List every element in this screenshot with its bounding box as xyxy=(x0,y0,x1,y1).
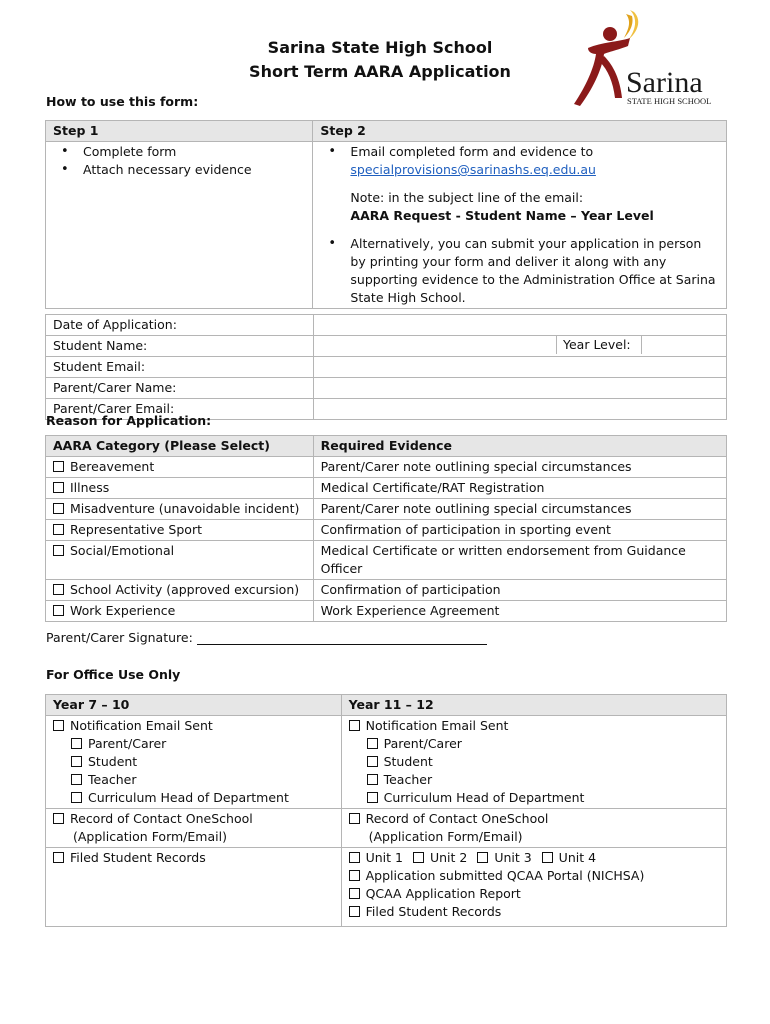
year7-10-record xyxy=(46,809,342,848)
evidence-text: Parent/Carer note outlining special circumstances xyxy=(313,457,726,478)
checkbox-icon[interactable] xyxy=(53,524,64,535)
step1-title: Step 1 xyxy=(46,121,313,142)
checkbox-icon[interactable] xyxy=(367,756,378,767)
form-title: Short Term AARA Application xyxy=(249,62,511,81)
table-row xyxy=(46,457,727,478)
checkbox-icon[interactable] xyxy=(367,792,378,803)
checkbox-icon[interactable] xyxy=(413,852,424,863)
signature-line[interactable] xyxy=(197,632,487,645)
year7-10-header: Year 7 – 10 xyxy=(46,695,342,716)
checkbox-icon[interactable] xyxy=(53,482,64,493)
checkbox-icon[interactable] xyxy=(542,852,553,863)
checkbox-icon[interactable] xyxy=(349,720,360,731)
record-sub: (Application Form/Email) xyxy=(368,829,523,844)
year11-12-final xyxy=(341,848,726,927)
sub-option[interactable]: Parent/Carer xyxy=(53,735,334,753)
checkbox-icon[interactable] xyxy=(53,461,64,472)
step2-content xyxy=(313,142,727,309)
svg-text:STATE HIGH SCHOOL: STATE HIGH SCHOOL xyxy=(627,96,712,106)
signature-row xyxy=(46,630,487,645)
details-table xyxy=(45,314,727,420)
evidence-header: Required Evidence xyxy=(313,436,726,457)
note-label: Note: in the subject line of the email: xyxy=(350,190,584,205)
evidence-text: Medical Certificate/RAT Registration xyxy=(313,478,726,499)
checkbox-icon[interactable] xyxy=(53,720,64,731)
category-option[interactable]: Misadventure (unavoidable incident) xyxy=(46,499,314,520)
checkbox-icon[interactable] xyxy=(53,584,64,595)
evidence-text: Work Experience Agreement xyxy=(313,601,726,622)
office-heading: For Office Use Only xyxy=(46,667,181,682)
school-logo xyxy=(568,8,728,112)
checkbox-icon[interactable] xyxy=(53,605,64,616)
evidence-text: Confirmation of participation in sporting event xyxy=(313,520,726,541)
parent-name-field[interactable] xyxy=(313,378,726,399)
sub-option[interactable]: Teacher xyxy=(53,771,334,789)
student-email-label: Student Email: xyxy=(46,357,314,378)
table-row xyxy=(46,580,727,601)
step1-content xyxy=(46,142,313,309)
year7-10-notification xyxy=(46,716,342,809)
student-name-label: Student Name: xyxy=(46,336,314,357)
checkbox-icon[interactable] xyxy=(349,852,360,863)
checkbox-icon[interactable] xyxy=(367,738,378,749)
checkbox-icon[interactable] xyxy=(71,774,82,785)
checkbox-icon[interactable] xyxy=(53,852,64,863)
category-header: AARA Category (Please Select) xyxy=(46,436,314,457)
signature-label: Parent/Carer Signature: xyxy=(46,630,193,645)
checkbox-icon[interactable] xyxy=(367,774,378,785)
notification-option[interactable]: Notification Email Sent xyxy=(349,717,719,735)
checkbox-icon[interactable] xyxy=(349,813,360,824)
checkbox-icon[interactable] xyxy=(71,756,82,767)
checkbox-icon[interactable] xyxy=(71,738,82,749)
evidence-text: Confirmation of participation xyxy=(313,580,726,601)
category-option[interactable]: Work Experience xyxy=(46,601,314,622)
sub-option[interactable]: Student xyxy=(349,753,719,771)
checkbox-icon[interactable] xyxy=(349,906,360,917)
step2-item xyxy=(350,143,719,179)
evidence-text: Parent/Carer note outlining special circumstances xyxy=(313,499,726,520)
category-option[interactable]: School Activity (approved excursion) xyxy=(46,580,314,601)
date-label: Date of Application: xyxy=(46,315,314,336)
school-name: Sarina State High School xyxy=(267,38,493,57)
how-to-heading: How to use this form: xyxy=(46,94,199,109)
step2-title: Step 2 xyxy=(313,121,727,142)
units-row xyxy=(349,849,719,867)
note-subject: AARA Request - Student Name – Year Level xyxy=(350,208,654,223)
qcaa-portal-option[interactable]: Application submitted QCAA Portal (NICHSA) xyxy=(349,867,719,885)
table-row xyxy=(46,499,727,520)
notification-option[interactable]: Notification Email Sent xyxy=(53,717,334,735)
alternative-instruction: • Alternatively, you can submit your application in person by printing your form and deliver it along with any supporting evidence to the Administration Office at Sarina State High School. xyxy=(350,235,719,307)
record-sub: (Application Form/Email) xyxy=(73,829,227,844)
step1-item: • Attach necessary evidence xyxy=(83,161,305,179)
table-row xyxy=(46,478,727,499)
table-row xyxy=(46,601,727,622)
record-option[interactable]: Record of Contact OneSchool xyxy=(349,810,719,828)
record-option[interactable]: Record of Contact OneSchool xyxy=(53,810,334,828)
category-option[interactable]: Social/Emotional xyxy=(46,541,314,580)
student-email-field[interactable] xyxy=(313,357,726,378)
checkbox-icon[interactable] xyxy=(53,813,64,824)
category-option[interactable]: Representative Sport xyxy=(46,520,314,541)
unit-option[interactable]: Unit 4 xyxy=(542,850,596,865)
evidence-text: Medical Certificate or written endorsement from Guidance Officer xyxy=(313,541,726,580)
unit-option[interactable]: Unit 3 xyxy=(477,850,531,865)
sub-option[interactable]: Parent/Carer xyxy=(349,735,719,753)
unit-option[interactable]: Unit 1 xyxy=(349,850,403,865)
category-option[interactable]: Illness xyxy=(46,478,314,499)
date-field[interactable] xyxy=(313,315,726,336)
reason-table xyxy=(45,435,727,622)
filed-option[interactable]: Filed Student Records xyxy=(349,903,719,921)
email-link[interactable]: specialprovisions@sarinashs.eq.edu.au xyxy=(350,162,596,177)
year11-12-header: Year 11 – 12 xyxy=(341,695,726,716)
year-level-label: Year Level: xyxy=(556,336,641,354)
parent-email-field[interactable] xyxy=(313,399,726,420)
office-table xyxy=(45,694,727,927)
reason-heading: Reason for Application: xyxy=(46,413,212,428)
sub-option[interactable]: Curriculum Head of Department xyxy=(349,789,719,807)
svg-text:Sarina: Sarina xyxy=(626,66,703,99)
checkbox-icon[interactable] xyxy=(349,888,360,899)
filed-option[interactable]: Filed Student Records xyxy=(53,849,334,867)
step2-instruction: Email completed form and evidence to xyxy=(350,144,594,159)
year11-12-record xyxy=(341,809,726,848)
checkbox-icon[interactable] xyxy=(53,545,64,556)
table-row xyxy=(46,520,727,541)
checkbox-icon[interactable] xyxy=(53,503,64,514)
qcaa-report-option[interactable]: QCAA Application Report xyxy=(349,885,719,903)
checkbox-icon[interactable] xyxy=(477,852,488,863)
checkbox-icon[interactable] xyxy=(349,870,360,881)
sub-option[interactable]: Teacher xyxy=(349,771,719,789)
year7-10-filed xyxy=(46,848,342,927)
parent-email-label: Parent/Carer Email: xyxy=(46,399,314,420)
year11-12-notification xyxy=(341,716,726,809)
table-row xyxy=(46,541,727,580)
student-name-field[interactable] xyxy=(314,336,556,354)
parent-name-label: Parent/Carer Name: xyxy=(46,378,314,399)
student-name-row xyxy=(313,336,726,357)
unit-option[interactable]: Unit 2 xyxy=(413,850,467,865)
year-level-field[interactable] xyxy=(641,336,726,354)
steps-table xyxy=(45,120,727,309)
sub-option[interactable]: Curriculum Head of Department xyxy=(53,789,334,807)
step1-item: • Complete form xyxy=(83,143,305,161)
subject-note xyxy=(320,189,719,225)
sub-option[interactable]: Student xyxy=(53,753,334,771)
checkbox-icon[interactable] xyxy=(71,792,82,803)
category-option[interactable]: Bereavement xyxy=(46,457,314,478)
